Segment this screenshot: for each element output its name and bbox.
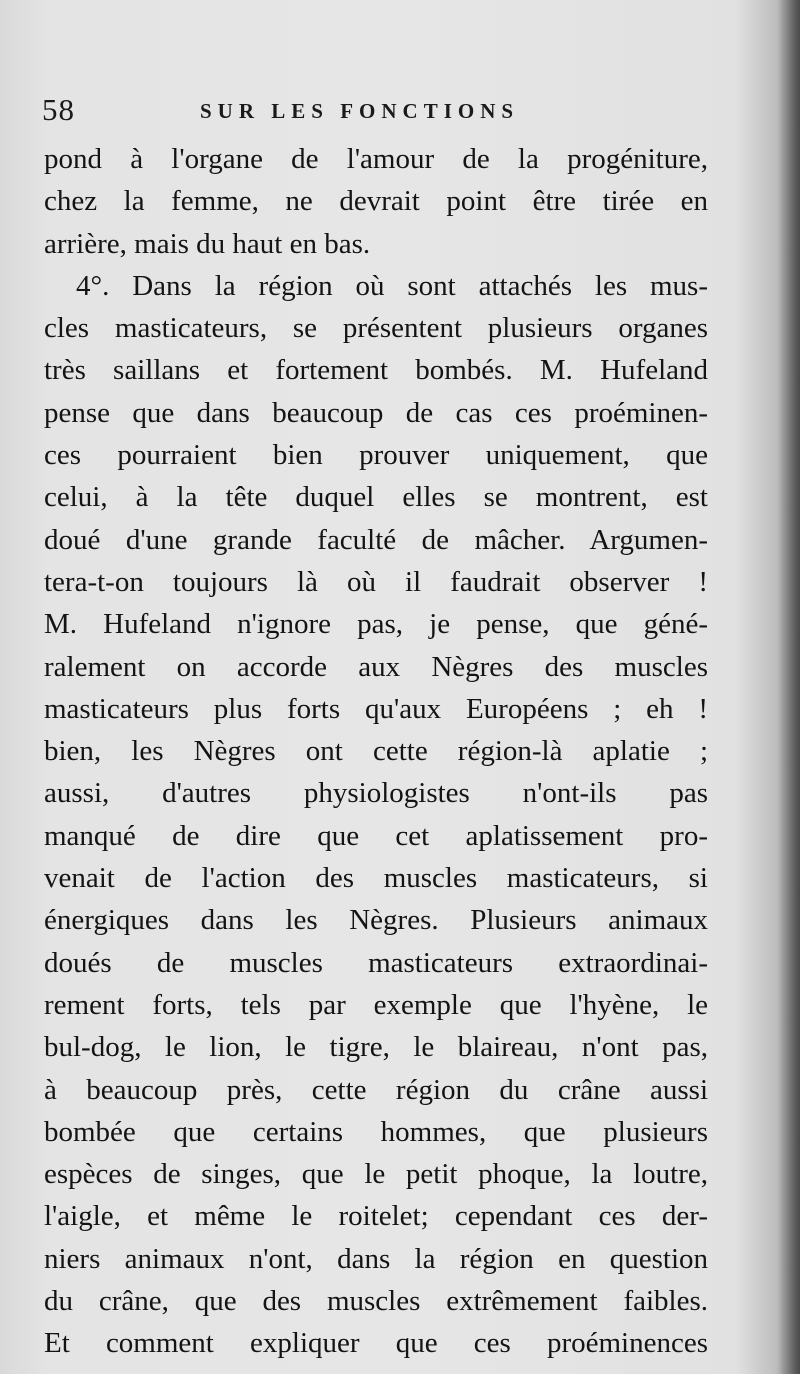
page-gutter-shadow <box>778 0 800 1374</box>
text-line: à beaucoup près, cette région du crâne aussi <box>44 1073 708 1106</box>
text-line: bombée que certains hommes, que plusieurs <box>44 1115 708 1148</box>
text-line: bul-dog, le lion, le tigre, le blaireau, n'ont pas, <box>44 1031 708 1064</box>
text-line: arrière, mais du haut en bas. <box>44 227 371 260</box>
running-head <box>42 92 722 132</box>
text-line: celui, à la tête duquel elles se montrent, est <box>44 481 708 514</box>
text-line: 4°. Dans la région où sont attachés les mus- <box>76 269 708 302</box>
text-line: doué d'une grande faculté de mâcher. Argumen- <box>44 523 708 556</box>
text-line: pond à l'organe de l'amour de la progéniture, <box>44 143 708 175</box>
text-line: chez la femme, ne devrait point être tirée en <box>44 185 708 218</box>
text-line: manqué de dire que cet aplatissement pro- <box>44 819 708 852</box>
text-line: rement forts, tels par exemple que l'hyène, le <box>44 988 708 1021</box>
text-line: Et comment expliquer que ces proéminences <box>44 1327 708 1360</box>
text-line: aussi, d'autres physiologistes n'ont-ils pas <box>44 777 708 810</box>
text-line: l'aigle, et même le roitelet; cependant ces der- <box>44 1200 708 1233</box>
text-line: bien, les Nègres ont cette région-là aplatie ; <box>44 735 708 768</box>
text-line: ces pourraient bien prouver uniquement, que <box>44 439 708 472</box>
text-line: cles masticateurs, se présentent plusieurs organes <box>44 312 708 345</box>
text-line: masticateurs plus forts qu'aux Européens ; eh ! <box>44 692 708 725</box>
text-line: espèces de singes, que le petit phoque, la loutre, <box>44 1158 708 1191</box>
text-line: ralement on accorde aux Nègres des muscles <box>44 650 708 683</box>
text-line: tera-t-on toujours là où il faudrait observer ! <box>44 565 708 598</box>
text-line: niers animaux n'ont, dans la région en question <box>44 1242 708 1275</box>
text-line: doués de muscles masticateurs extraordinai- <box>44 946 708 979</box>
body-text <box>44 138 708 1365</box>
running-title: SUR LES FONCTIONS <box>200 99 520 123</box>
text-line: venait de l'action des muscles masticateurs, si <box>44 862 708 895</box>
text-line: pense que dans beaucoup de cas ces proéminen- <box>44 396 708 429</box>
text-line: énergiques dans les Nègres. Plusieurs animaux <box>44 904 708 937</box>
page-number: 58 <box>42 92 75 127</box>
text-line: du crâne, que des muscles extrêmement faibles. <box>44 1285 708 1318</box>
text-line: très saillans et fortement bombés. M. Hufeland <box>44 354 708 387</box>
text-line: M. Hufeland n'ignore pas, je pense, que géné- <box>44 608 708 641</box>
